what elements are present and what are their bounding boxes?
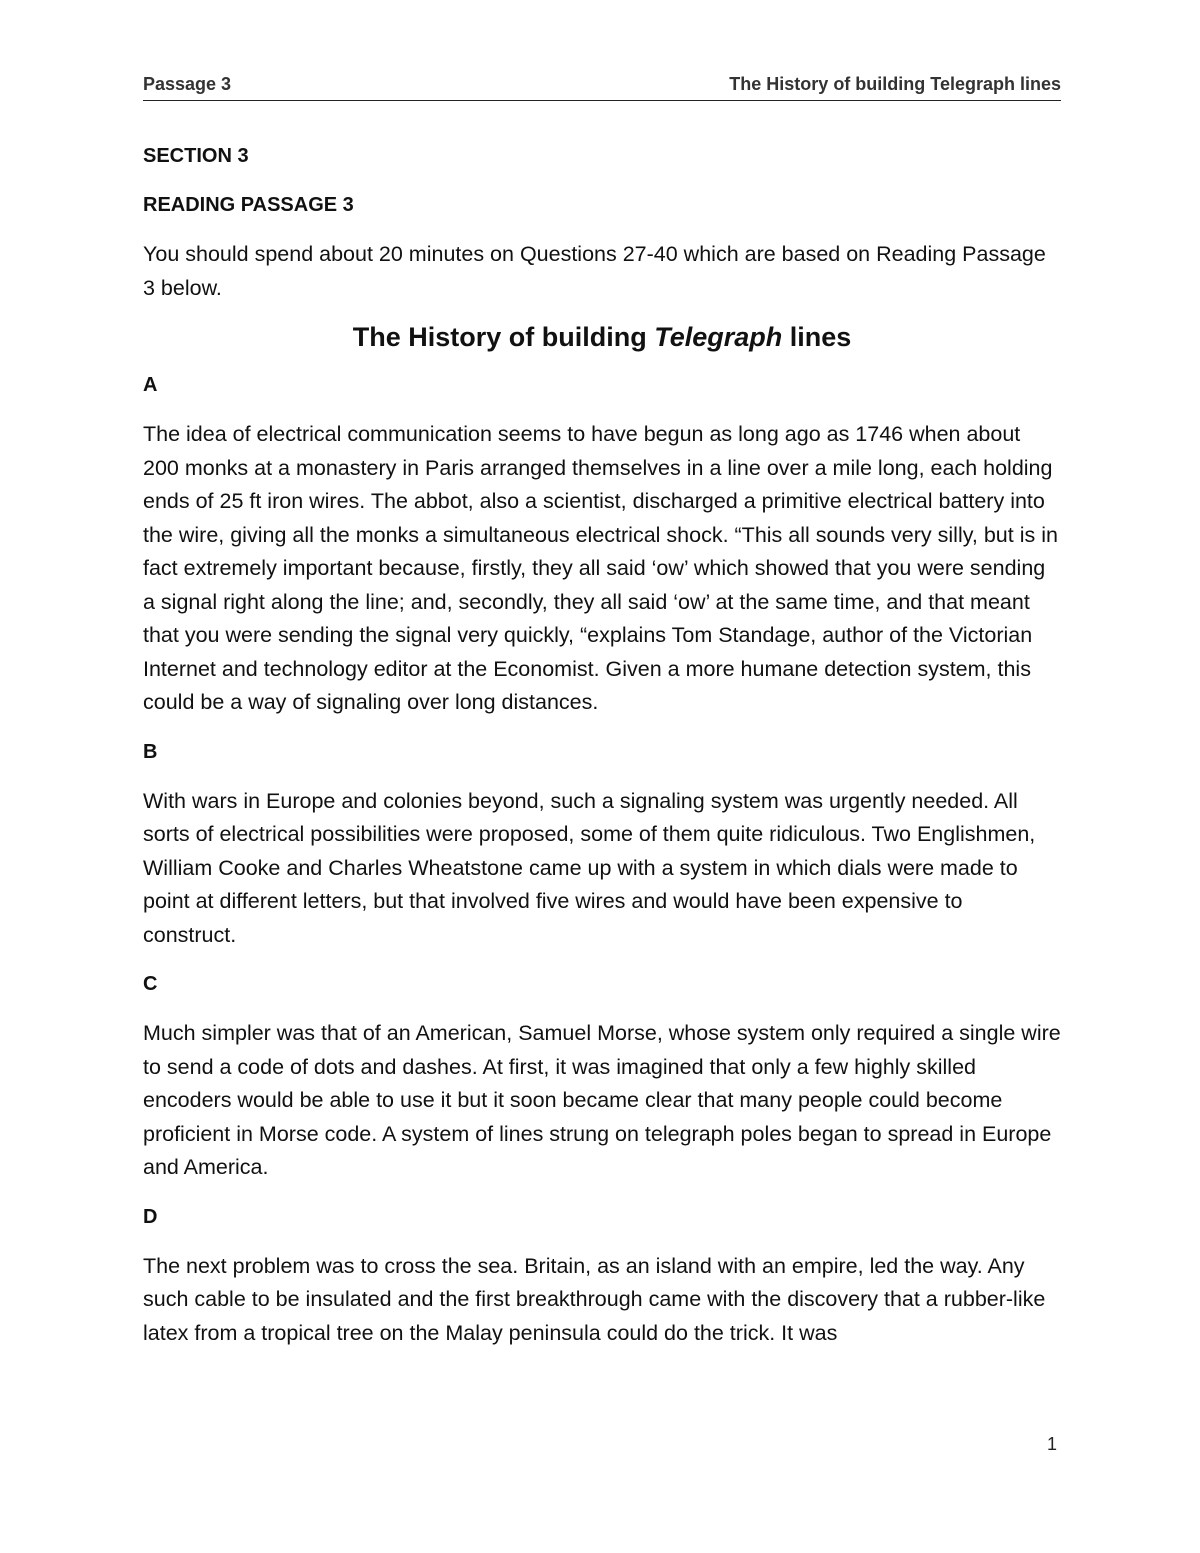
section-text-b: With wars in Europe and colonies beyond, such a signaling system was urgently needed. All sorts of electrical possibilities were proposed, some of them quite ridiculous. Two Englishmen, William Cooke and Charles Wheatstone came up with a system in which dials were made to point at different letters, but that involved five wires and would have been expensive to construct. xyxy=(143,788,1036,947)
title-part-1: The History of building xyxy=(352,322,655,352)
section-label-d: D xyxy=(143,1205,158,1228)
header-right-text: The History of building Telegraph lines xyxy=(729,74,1061,94)
page-number: 1 xyxy=(1046,1434,1057,1454)
section-text-c: Much simpler was that of an American, Samuel Morse, whose system only required a single wire to send a code of dots and dashes. At first, it was imagined that only a few highly skilled encoders would be able to use it but it soon became clear that many people could become proficient in Morse code. A system of lines strung on telegraph poles began to spread in Europe and America. xyxy=(143,1021,1061,1179)
section-text-a: The idea of electrical communication seems to have begun as long ago as 1746 when about 200 monks at a monastery in Paris arranged themselves in a line over a mile long, each holding ends of 25 ft iron wires. The abbot, also a scientist, discharged a primitive electrical battery into the wire, giving all the monks a simultaneous electrical shock. “This all sounds very silly, but is in fact extremely important because, firstly, they all said ‘ow’ which showed that you were sending a signal right along the line; and, secondly, they all said ‘ow’ at the same time, and that meant that you were sending the signal very quickly, “explains Tom Standage, author of the Victorian Internet and technology editor at the Economist. Given a more humane detection system, this could be a way of signaling over long distances. xyxy=(143,422,1058,714)
title-part-2: lines xyxy=(782,322,852,352)
intro-instructions: You should spend about 20 minutes on Questions 27-40 which are based on Reading Passage 3 below. xyxy=(143,242,1046,300)
page-content xyxy=(143,140,1061,1366)
section-label-a: A xyxy=(143,374,158,396)
passage-title xyxy=(143,319,1061,355)
section-label-c: C xyxy=(143,973,158,995)
section-label-b: B xyxy=(143,740,158,763)
section-heading: SECTION 3 xyxy=(143,145,249,167)
page-header xyxy=(143,74,1061,101)
section-text-d: The next problem was to cross the sea. Britain, as an island with an empire, led the way. Any such cable to be insulated and the first breakthrough came with the discovery that a rubber-like latex from a tropical tree on the Malay peninsula could do the trick. It was xyxy=(143,1253,1046,1345)
title-italic: Telegraph xyxy=(654,322,783,352)
passage-heading: READING PASSAGE 3 xyxy=(143,194,354,216)
header-left-text: Passage 3 xyxy=(143,74,232,94)
